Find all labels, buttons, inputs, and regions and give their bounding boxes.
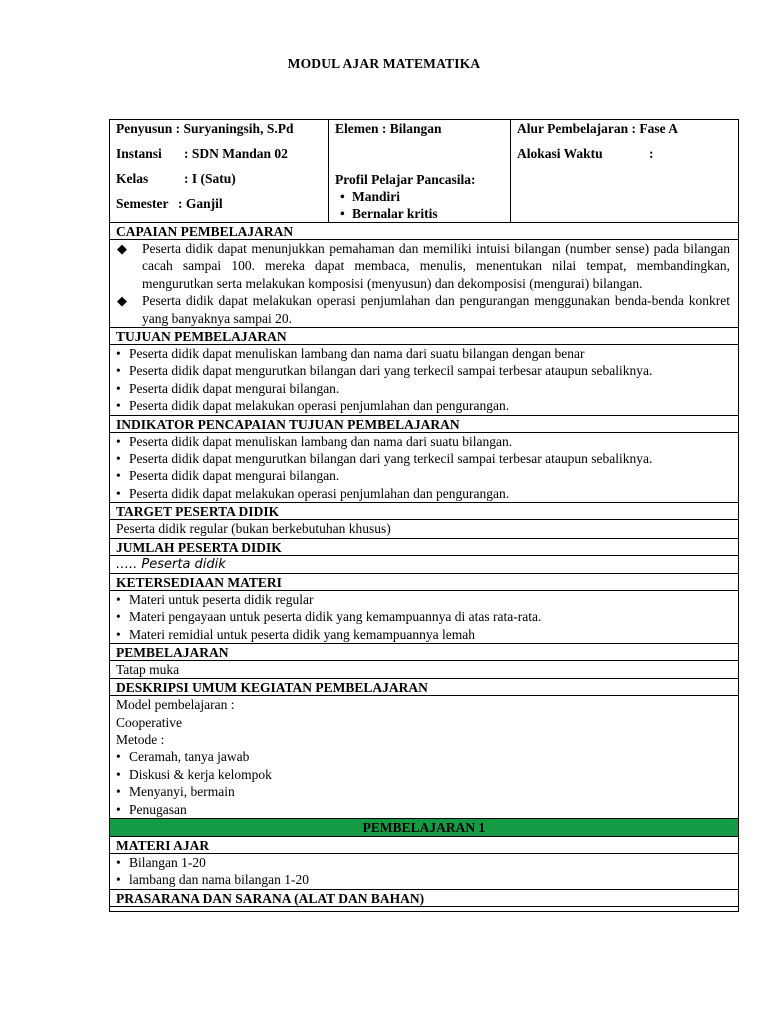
indikator-item: • Peserta didik dapat melakukan operasi penjumlahan dan pengurangan. xyxy=(110,485,730,502)
jumlah-heading: JUMLAH PESERTA DIDIK xyxy=(110,538,738,555)
materi-ajar-item: • lambang dan nama bilangan 1-20 xyxy=(110,871,738,888)
module-table xyxy=(109,119,739,912)
pembelajaran-1-banner: PEMBELAJARAN 1 xyxy=(110,818,738,836)
capaian-item: ◆ Peserta didik dapat melakukan operasi penjumlahan dan pengurangan menggunakan benda-benda konkret yang banyaknya sampai 20. xyxy=(110,292,730,327)
penyusun-line xyxy=(116,121,322,146)
metode-label: Metode : xyxy=(116,731,165,747)
semester-label: Semester xyxy=(116,196,169,211)
jumlah-text: ….. Peserta didik xyxy=(110,555,738,573)
penyusun-label: Penyusun : xyxy=(116,121,181,136)
ketersediaan-item: • Materi pengayaan untuk peserta didik yang kemampuannya di atas rata-rata. xyxy=(110,608,738,625)
tujuan-item: • Peserta didik dapat mengurutkan bilangan dari yang terkecil sampai terbesar ataupun sebaliknya. xyxy=(110,362,730,379)
metode-item: • Menyanyi, bermain xyxy=(110,783,738,800)
indikator-content xyxy=(110,432,738,503)
metode-item: • Ceramah, tanya jawab xyxy=(110,748,738,765)
target-heading: TARGET PESERTA DIDIK xyxy=(110,502,738,519)
semester-line xyxy=(116,196,322,221)
target-text: Peserta didik regular (bukan berkebutuhan khusus) xyxy=(110,519,738,537)
instansi-line xyxy=(116,146,322,171)
identity-right-cell xyxy=(511,120,738,222)
indikator-item: • Peserta didik dapat mengurai bilangan. xyxy=(110,467,730,484)
indikator-heading: INDIKATOR PENCAPAIAN TUJUAN PEMBELAJARAN xyxy=(110,415,738,432)
materi-ajar-content xyxy=(110,853,738,889)
profil-item: • Bernalar kritis xyxy=(335,205,505,222)
profil-item: • Mandiri xyxy=(335,188,505,205)
capaian-list xyxy=(110,240,738,327)
alokasi-value: : xyxy=(649,146,654,161)
tujuan-heading: TUJUAN PEMBELAJARAN xyxy=(110,327,738,344)
materi-ajar-item: • Bilangan 1-20 xyxy=(110,854,738,871)
alokasi-label: Alokasi Waktu xyxy=(517,146,603,161)
kelas-value: : I (Satu) xyxy=(184,171,236,186)
elemen-line: Elemen : Bilangan xyxy=(335,121,442,136)
tujuan-content xyxy=(110,344,738,415)
identity-left-cell xyxy=(110,120,329,222)
profil-list xyxy=(335,188,505,222)
ketersediaan-list xyxy=(110,591,738,643)
indikator-item: • Peserta didik dapat menuliskan lambang dan nama dari suatu bilangan. xyxy=(110,433,730,450)
penyusun-value: Suryaningsih, S.Pd xyxy=(183,121,294,136)
model-label: Model pembelajaran : xyxy=(116,697,235,713)
ketersediaan-heading: KETERSEDIAAN MATERI xyxy=(110,573,738,590)
tujuan-list xyxy=(110,345,738,415)
materi-ajar-list xyxy=(110,854,738,889)
identity-row xyxy=(110,120,738,222)
deskripsi-content xyxy=(110,695,738,818)
instansi-label: Instansi xyxy=(116,146,162,161)
indikator-list xyxy=(110,433,738,503)
document-title: MODUL AJAR MATEMATIKA xyxy=(287,56,481,71)
ketersediaan-content xyxy=(110,590,738,643)
alur-line: Alur Pembelajaran : Fase A xyxy=(517,121,678,136)
instansi-value: : SDN Mandan 02 xyxy=(184,146,288,161)
capaian-heading: CAPAIAN PEMBELAJARAN xyxy=(110,222,738,239)
kelas-line xyxy=(116,171,322,196)
profil-label: Profil Pelajar Pancasila: xyxy=(335,172,476,187)
metode-item: • Diskusi & kerja kelompok xyxy=(110,766,738,783)
metode-list xyxy=(110,748,738,818)
tujuan-item: • Peserta didik dapat mengurai bilangan. xyxy=(110,380,730,397)
ketersediaan-item: • Materi remidial untuk peserta didik yang kemampuannya lemah xyxy=(110,626,738,643)
alokasi-line xyxy=(517,146,732,171)
model-value: Cooperative xyxy=(116,714,182,730)
capaian-content xyxy=(110,239,738,327)
pembelajaran-text: Tatap muka xyxy=(110,660,738,678)
prasarana-heading: PRASARANA DAN SARANA (ALAT DAN BAHAN) xyxy=(110,889,738,906)
pembelajaran-heading: PEMBELAJARAN xyxy=(110,643,738,660)
kelas-label: Kelas xyxy=(116,171,149,186)
deskripsi-heading: DESKRIPSI UMUM KEGIATAN PEMBELAJARAN xyxy=(110,678,738,695)
materi-ajar-heading: MATERI AJAR xyxy=(110,836,738,853)
tujuan-item: • Peserta didik dapat melakukan operasi penjumlahan dan pengurangan. xyxy=(110,397,730,414)
ketersediaan-item: • Materi untuk peserta didik regular xyxy=(110,591,738,608)
identity-middle-cell xyxy=(329,120,511,222)
tujuan-item: • Peserta didik dapat menuliskan lambang dan nama dari suatu bilangan dengan benar xyxy=(110,345,730,362)
semester-value: : Ganjil xyxy=(178,196,223,211)
capaian-item: ◆ Peserta didik dapat menunjukkan pemahaman dan memiliki intuisi bilangan (number sense) pada bilangan cacah sampai 100. mereka dapat membaca, menulis, menentukan nilai tempat, membandingkan, mengurutkan serta melakukan komposisi (menyusun) dan dekomposisi (mengurai) bilangan. xyxy=(110,240,730,292)
indikator-item: • Peserta didik dapat mengurutkan bilangan dari yang terkecil sampai terbesar ataupun sebaliknya. xyxy=(110,450,730,467)
metode-item: • Penugasan xyxy=(110,801,738,818)
